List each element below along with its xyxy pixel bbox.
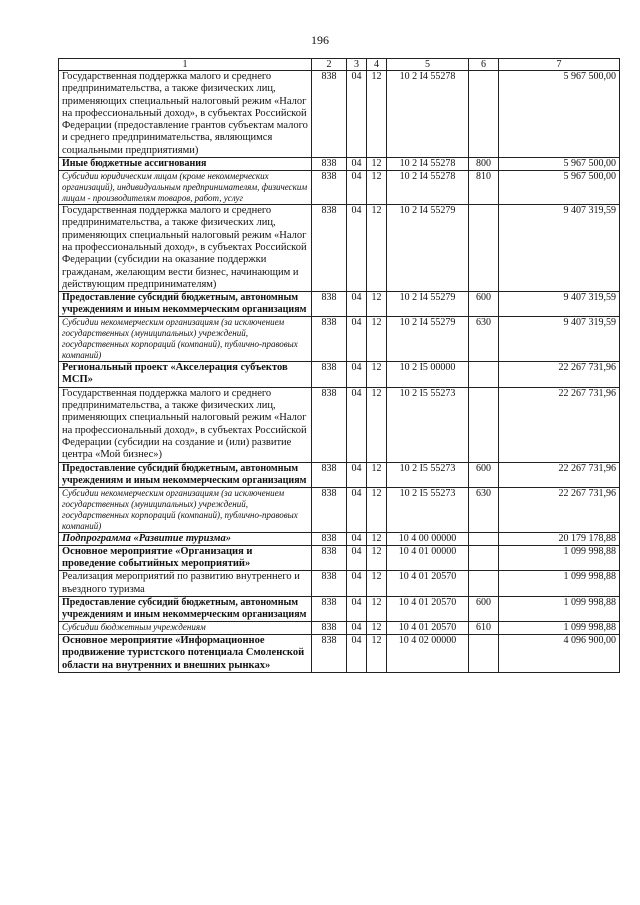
column-header: 5	[387, 59, 469, 71]
ministry-code-cell: 838	[312, 532, 347, 545]
section-code-cell: 04	[347, 158, 367, 171]
table-row	[59, 597, 620, 622]
expense-type-cell	[469, 571, 499, 597]
section-code-cell: 04	[347, 635, 367, 673]
subsection-code-cell: 12	[367, 171, 387, 205]
subsection-code-cell: 12	[367, 487, 387, 532]
amount-cell: 1 099 998,88	[499, 571, 620, 597]
section-code-cell: 04	[347, 71, 367, 158]
table-row	[59, 158, 620, 171]
expense-type-cell: 600	[469, 292, 499, 317]
row-name-cell: Основное мероприятие «Информационное продвижение туристского потенциала Смоленской области на внутренних и внешних рынках»	[59, 635, 312, 673]
target-code-cell: 10 4 02 00000	[387, 635, 469, 673]
section-code-cell: 04	[347, 487, 367, 532]
target-code-cell: 10 2 I4 55278	[387, 158, 469, 171]
row-name-cell: Предоставление субсидий бюджетным, автономным учреждениям и иным некоммерческим организациям	[59, 462, 312, 487]
amount-cell: 9 407 319,59	[499, 205, 620, 292]
budget-table	[58, 58, 620, 673]
subsection-code-cell: 12	[367, 317, 387, 362]
column-header: 1	[59, 59, 312, 71]
expense-type-cell	[469, 71, 499, 158]
ministry-code-cell: 838	[312, 71, 347, 158]
column-header-row	[59, 59, 620, 71]
column-header: 3	[347, 59, 367, 71]
amount-cell: 1 099 998,88	[499, 545, 620, 571]
target-code-cell: 10 4 01 20570	[387, 622, 469, 635]
ministry-code-cell: 838	[312, 317, 347, 362]
subsection-code-cell: 12	[367, 387, 387, 462]
row-name-cell: Субсидии юридическим лицам (кроме некоммерческих организаций), индивидуальным предпринимателям, физическим лицам - производителям товаров, работ, услуг	[59, 171, 312, 205]
section-code-cell: 04	[347, 205, 367, 292]
target-code-cell: 10 4 01 20570	[387, 597, 469, 622]
subsection-code-cell: 12	[367, 462, 387, 487]
target-code-cell: 10 4 00 00000	[387, 532, 469, 545]
ministry-code-cell: 838	[312, 171, 347, 205]
ministry-code-cell: 838	[312, 292, 347, 317]
amount-cell: 5 967 500,00	[499, 171, 620, 205]
amount-cell: 22 267 731,96	[499, 362, 620, 388]
target-code-cell: 10 2 I5 55273	[387, 487, 469, 532]
table-row	[59, 387, 620, 462]
amount-cell: 9 407 319,59	[499, 292, 620, 317]
amount-cell: 22 267 731,96	[499, 462, 620, 487]
subsection-code-cell: 12	[367, 362, 387, 388]
row-name-cell: Субсидии некоммерческим организациям (за исключением государственных (муниципальных) учреждений, государственных корпораций (компаний), публично-правовых компаний)	[59, 317, 312, 362]
section-code-cell: 04	[347, 292, 367, 317]
ministry-code-cell: 838	[312, 635, 347, 673]
section-code-cell: 04	[347, 622, 367, 635]
section-code-cell: 04	[347, 462, 367, 487]
ministry-code-cell: 838	[312, 545, 347, 571]
row-name-cell: Региональный проект «Акселерация субъектов МСП»	[59, 362, 312, 388]
page-number: 196	[311, 33, 329, 47]
target-code-cell: 10 2 I4 55279	[387, 205, 469, 292]
amount-cell: 9 407 319,59	[499, 317, 620, 362]
expense-type-cell	[469, 387, 499, 462]
target-code-cell: 10 2 I4 55278	[387, 171, 469, 205]
expense-type-cell	[469, 362, 499, 388]
section-code-cell: 04	[347, 532, 367, 545]
amount-cell: 22 267 731,96	[499, 387, 620, 462]
section-code-cell: 04	[347, 362, 367, 388]
table-row	[59, 205, 620, 292]
table-row	[59, 292, 620, 317]
expense-type-cell: 600	[469, 462, 499, 487]
expense-type-cell: 600	[469, 597, 499, 622]
row-name-cell: Основное мероприятие «Организация и проведение событийных мероприятий»	[59, 545, 312, 571]
target-code-cell: 10 4 01 20570	[387, 571, 469, 597]
subsection-code-cell: 12	[367, 571, 387, 597]
section-code-cell: 04	[347, 171, 367, 205]
amount-cell: 5 967 500,00	[499, 158, 620, 171]
subsection-code-cell: 12	[367, 292, 387, 317]
table-row	[59, 532, 620, 545]
section-code-cell: 04	[347, 597, 367, 622]
subsection-code-cell: 12	[367, 622, 387, 635]
row-name-cell: Государственная поддержка малого и среднего предпринимательства, а также физических лиц, применяющих специальный налоговый режим «Налог на профессиональный доход», в субъектах Российской Федерации (субсидии на создание и (или) развитие центра «Мой бизнес»)	[59, 387, 312, 462]
table-row	[59, 462, 620, 487]
row-name-cell: Иные бюджетные ассигнования	[59, 158, 312, 171]
subsection-code-cell: 12	[367, 158, 387, 171]
section-code-cell: 04	[347, 545, 367, 571]
subsection-code-cell: 12	[367, 545, 387, 571]
column-header: 2	[312, 59, 347, 71]
expense-type-cell: 630	[469, 317, 499, 362]
row-name-cell: Государственная поддержка малого и среднего предпринимательства, а также физических лиц, применяющих специальный налоговый режим «Налог на профессиональный доход», в субъектах Российской Федерации (субсидии на оказание поддержки гражданам, желающим вести бизнес, начинающим и действующим предпринимателям)	[59, 205, 312, 292]
target-code-cell: 10 4 01 00000	[387, 545, 469, 571]
expense-type-cell: 800	[469, 158, 499, 171]
amount-cell: 5 967 500,00	[499, 71, 620, 158]
column-header: 4	[367, 59, 387, 71]
table-row	[59, 317, 620, 362]
row-name-cell: Реализация мероприятий по развитию внутреннего и въездного туризма	[59, 571, 312, 597]
subsection-code-cell: 12	[367, 597, 387, 622]
section-code-cell: 04	[347, 317, 367, 362]
expense-type-cell	[469, 635, 499, 673]
subsection-code-cell: 12	[367, 71, 387, 158]
target-code-cell: 10 2 I5 55273	[387, 462, 469, 487]
amount-cell: 20 179 178,88	[499, 532, 620, 545]
expense-type-cell: 630	[469, 487, 499, 532]
table-row	[59, 487, 620, 532]
target-code-cell: 10 2 I4 55279	[387, 317, 469, 362]
ministry-code-cell: 838	[312, 597, 347, 622]
target-code-cell: 10 2 I4 55278	[387, 71, 469, 158]
table-row	[59, 545, 620, 571]
amount-cell: 22 267 731,96	[499, 487, 620, 532]
table-row	[59, 571, 620, 597]
amount-cell: 1 099 998,88	[499, 622, 620, 635]
ministry-code-cell: 838	[312, 487, 347, 532]
target-code-cell: 10 2 I5 55273	[387, 387, 469, 462]
section-code-cell: 04	[347, 571, 367, 597]
row-name-cell: Субсидии бюджетным учреждениям	[59, 622, 312, 635]
subsection-code-cell: 12	[367, 532, 387, 545]
row-name-cell: Субсидии некоммерческим организациям (за исключением государственных (муниципальных) учреждений, государственных корпораций (компаний), публично-правовых компаний)	[59, 487, 312, 532]
target-code-cell: 10 2 I4 55279	[387, 292, 469, 317]
section-code-cell: 04	[347, 387, 367, 462]
expense-type-cell: 610	[469, 622, 499, 635]
expense-type-cell	[469, 545, 499, 571]
subsection-code-cell: 12	[367, 205, 387, 292]
subsection-code-cell: 12	[367, 635, 387, 673]
expense-type-cell	[469, 205, 499, 292]
expense-type-cell	[469, 532, 499, 545]
expense-type-cell: 810	[469, 171, 499, 205]
row-name-cell: Подпрограмма «Развитие туризма»	[59, 532, 312, 545]
target-code-cell: 10 2 I5 00000	[387, 362, 469, 388]
ministry-code-cell: 838	[312, 387, 347, 462]
column-header: 7	[499, 59, 620, 71]
table-row	[59, 622, 620, 635]
ministry-code-cell: 838	[312, 362, 347, 388]
row-name-cell: Предоставление субсидий бюджетным, автономным учреждениям и иным некоммерческим организациям	[59, 597, 312, 622]
ministry-code-cell: 838	[312, 158, 347, 171]
table-row	[59, 362, 620, 388]
ministry-code-cell: 838	[312, 462, 347, 487]
amount-cell: 4 096 900,00	[499, 635, 620, 673]
ministry-code-cell: 838	[312, 622, 347, 635]
amount-cell: 1 099 998,88	[499, 597, 620, 622]
row-name-cell: Государственная поддержка малого и среднего предпринимательства, а также физических лиц, применяющих специальный налоговый режим «Налог на профессиональный доход», в субъектах Российской Федерации (предоставление грантов субъектам малого и среднего предпринимательства, являющимся социальными предприятиями)	[59, 71, 312, 158]
table-row	[59, 71, 620, 158]
ministry-code-cell: 838	[312, 571, 347, 597]
row-name-cell: Предоставление субсидий бюджетным, автономным учреждениям и иным некоммерческим организациям	[59, 292, 312, 317]
ministry-code-cell: 838	[312, 205, 347, 292]
table-row	[59, 171, 620, 205]
table-row	[59, 635, 620, 673]
column-header: 6	[469, 59, 499, 71]
